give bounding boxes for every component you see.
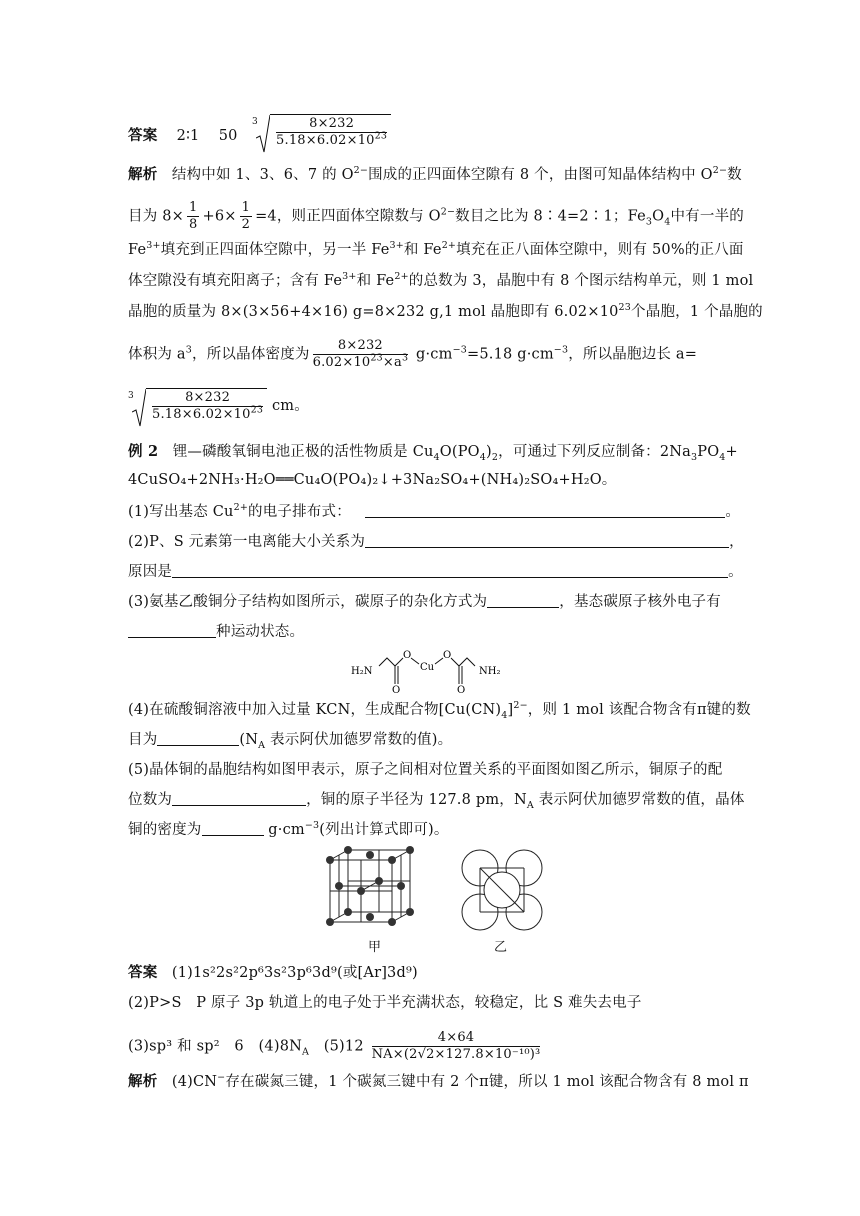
answer-percent: 50: [218, 128, 238, 144]
question-4: (4)在硫酸铜溶液中加入过量 KCN，生成配合物$[Cu(CN)_4]^{2-}$，则 1 mol 该配合物含有π键的数: [128, 700, 751, 721]
root-denominator: $5.18\times 6.02\times 10^{23}$: [276, 130, 388, 148]
answer-blank-4[interactable]: [157, 731, 239, 746]
question-5: (5)晶体铜的晶胞结构如图甲表示，原子之间相对位置关系的平面图如图乙所示，铜原子的配: [128, 762, 723, 778]
atom-arrangement-plane-figure: [460, 848, 544, 932]
analysis-label: 解析: [128, 166, 158, 183]
oxygen-label-1: O: [403, 650, 412, 661]
example-label: 例 2: [128, 443, 159, 460]
reaction-equation: 4CuSO₄+2NH₃·H₂O══Cu₄O(PO₄)₂↓+3Na₂SO₄+(NH₄)₂SO₄+H₂O。: [128, 472, 617, 488]
amine-right-label: NH₂: [479, 666, 501, 677]
density-fraction: $\frac{8\times 232}{6.02\times 10^{23}\times a^3}$: [312, 338, 409, 370]
radical-sign-icon: [132, 388, 146, 428]
answer-1-line: [128, 118, 738, 154]
figure-jia-caption: 甲: [368, 940, 382, 955]
question-1: (1)写出基态 $Cu^{2+}$的电子排布式： 。: [128, 502, 741, 520]
fraction-one-half: $\frac{1}{2}$: [241, 200, 251, 232]
example-2-intro: 例 2 锂—磷酸氧铜电池正极的活性物质是 $Cu_4O(PO_4)_2$，可通过下列反应制备：$2Na_3PO_4+$: [128, 443, 738, 463]
root-numerator: 8×232: [276, 116, 387, 133]
question-4-cont: 目为 ($N_A$ 表示阿伏加德罗常数的值)。: [128, 732, 453, 751]
answer-2-line-2: (2)P>S P 原子 3p 轨道上的电子处于半充满状态，较稳定，比 S 难失去电子: [128, 995, 642, 1011]
answer-2-line-1: 答案 (1)1s²2s²2p⁶3s²3p⁶3d⁹(或[Ar]3d⁹): [128, 964, 418, 981]
analysis-1-line-1: 解析 结构中如 1、3、6、7 的 $O^{2-}$围成的正四面体空隙有 8 个，由图可知晶体结构中 $O^{2-}$数: [128, 165, 742, 183]
answer-blank-3a[interactable]: [487, 593, 559, 608]
answer-blank-5a[interactable]: [172, 791, 306, 806]
answer-blank-2-reason[interactable]: [172, 563, 728, 578]
question-3-cont: 种运动状态。: [128, 622, 738, 642]
analysis-1-line-6: 体积为 $a^3$，所以晶体密度为 $\frac{8\times 232}{6.02\times 10^{23}\times a^3}$ $g\cdot cm^{-3}=5.18$ $g\cdot cm^{-3}$，所以晶胞边长 a=: [128, 338, 698, 370]
root-index: 3: [252, 117, 258, 127]
answer-blank-5b[interactable]: [202, 821, 264, 836]
amine-left-label: H₂N: [351, 666, 373, 677]
answer-blank-3b[interactable]: [128, 623, 216, 638]
copper-label: Cu: [420, 662, 435, 673]
analysis-1-line-3: $Fe^{3+}$填充到正四面体空隙中，另一半 $Fe^{3+}$和 $Fe^{2+}$填充在正八面体空隙中，则有 50%的正八面: [128, 240, 744, 258]
copper-density-fraction: $\frac{4\times 64}{\text{NA×(2√2×127.8×10⁻¹⁰)³}}$: [371, 1030, 541, 1062]
analysis-1-line-5: 晶胞的质量为 8×(3×56+4×16) g=8×232 g,1 mol 晶胞即有 $6.02\times 10^{23}$个晶胞，1 个晶胞的: [128, 302, 763, 320]
analysis-1-line-7: 3 $\frac{8\times 232}{5.18\times 6.02\times 10^{23}}$ cm。: [128, 388, 738, 424]
oxygen-label-2: O: [443, 650, 452, 661]
answer-ratio: 2∶1: [176, 128, 200, 144]
radical-sign-icon: [256, 114, 270, 154]
copper-glycinate-structure: [345, 640, 520, 696]
answer-blank-2[interactable]: [365, 533, 729, 548]
question-2-reason: 原因是 。: [128, 564, 743, 580]
question-5-cont: 位数为 ，铜的原子半径为 127.8 pm，$N_A$ 表示阿伏加德罗常数的值，晶体: [128, 792, 745, 811]
cube-root-expression: [252, 114, 391, 150]
question-5-cont-2: 铜的密度为 $g\cdot cm^{-3}$(列出计算式即可)。: [128, 820, 449, 838]
question-3: (3)氨基乙酸铜分子结构如图所示，碳原子的杂化方式为 ，基态碳原子核外电子有: [128, 594, 721, 610]
answer-blank-1[interactable]: [365, 503, 725, 518]
answer-2-line-3: (3)sp³ 和 sp² 6 $(4)8N_A$ (5)12 $\frac{4\times 64}{\text{NA×(2√2×127.8×10⁻¹⁰)³}}$: [128, 1030, 541, 1062]
answer-label: 答案: [128, 127, 158, 144]
cube-root-expression-2: 3 $\frac{8\times 232}{5.18\times 6.02\times 10^{23}}$: [128, 388, 267, 424]
analysis-2-line-1: 解析 (4)CN−存在碳氮三键，1 个碳氮三键中有 2 个π键，所以 1 mol 该配合物含有 8 mol π: [128, 1072, 749, 1090]
carbonyl-oxygen-2: O: [457, 685, 466, 696]
fraction-one-eighth: $\frac{1}{8}$: [188, 200, 198, 232]
answer-label-2: 答案: [128, 964, 158, 981]
analysis-1-line-2: 目为 8× $\frac{1}{8}$ +6× $\frac{1}{2}$ =4，则正四面体空隙数与 $O^{2-}$数目之比为 8∶4=2∶1；$Fe_3O_4$中有一半的: [128, 200, 744, 232]
question-2: (2)P、S 元素第一电离能大小关系为 ，: [128, 534, 744, 550]
analysis-1-line-4: 体空隙没有填充阳离子；含有 $Fe^{3+}$和 $Fe^{2+}$的总数为 3，晶胞中有 8 个图示结构单元，则 1 mol: [128, 271, 754, 289]
analysis-label-2: 解析: [128, 1073, 158, 1090]
fcc-unit-cell-figure: [326, 846, 416, 928]
figure-yi-caption: 乙: [494, 940, 508, 955]
carbonyl-oxygen-1: O: [392, 685, 401, 696]
